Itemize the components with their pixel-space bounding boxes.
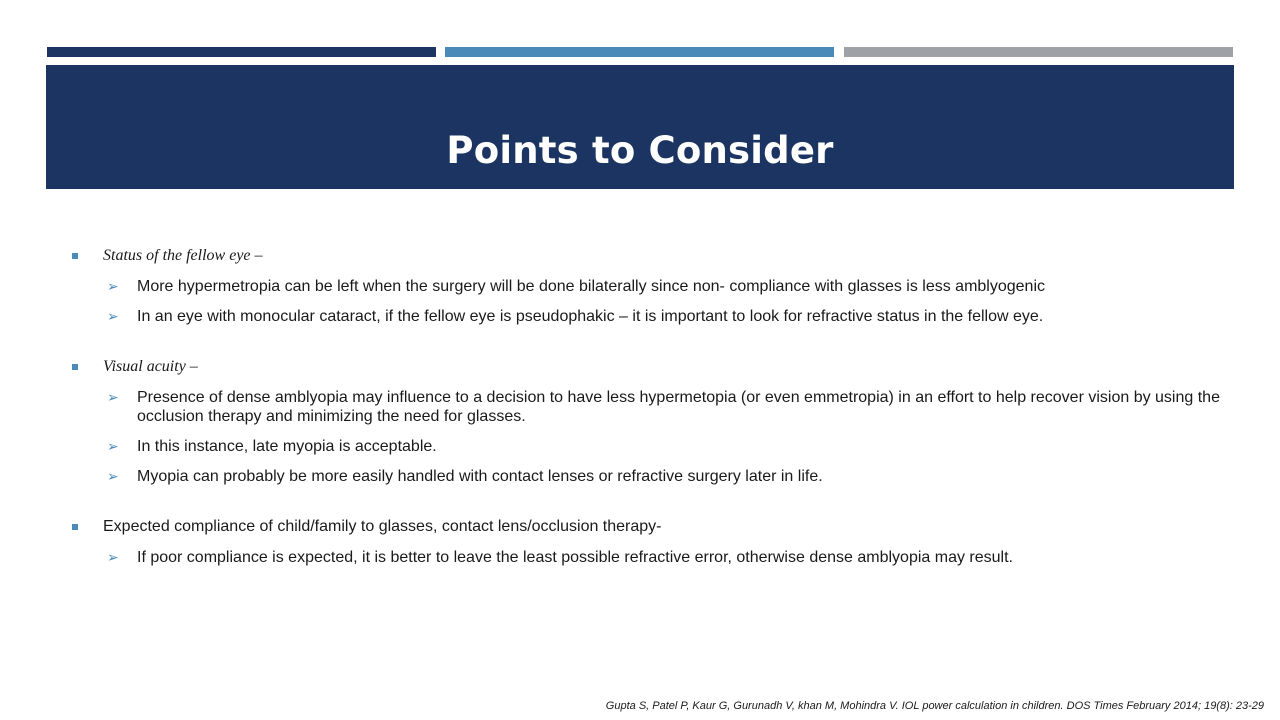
- point-text: In this instance, late myopia is acceptable.: [137, 438, 437, 455]
- square-bullet-icon: [72, 253, 78, 259]
- list-item: [70, 357, 1220, 376]
- point-text: Presence of dense amblyopia may influence to a decision to have less hypermetopia (or even emmetropia) in an effort to help recover vision by using the occlusion therapy and minimizing the need for glasses.: [137, 389, 1220, 425]
- section-heading: Status of the fellow eye –: [103, 247, 263, 264]
- square-bullet-icon: [72, 524, 78, 530]
- section-compliance: [70, 517, 1220, 567]
- arrow-bullet-icon: ➢: [107, 468, 119, 484]
- citation: Gupta S, Patel P, Kaur G, Gurunadh V, khan M, Mohindra V. IOL power calculation in children. DOS Times February 2014; 19(8): 23-29: [605, 700, 1264, 712]
- arrow-bullet-icon: ➢: [107, 389, 119, 405]
- point-text: Myopia can probably be more easily handled with contact lenses or refractive surgery later in life.: [137, 468, 823, 485]
- section-heading: Visual acuity –: [103, 358, 198, 375]
- section-heading: Expected compliance of child/family to glasses, contact lens/occlusion therapy-: [103, 518, 662, 535]
- arrow-bullet-icon: ➢: [107, 549, 119, 565]
- arrow-bullet-icon: ➢: [107, 438, 119, 454]
- list-item: [70, 517, 1220, 536]
- slide-title: Points to Consider: [446, 129, 834, 172]
- accent-stripe-blue: [445, 47, 834, 57]
- point-text: If poor compliance is expected, it is better to leave the least possible refractive error, otherwise dense amblyopia may result.: [137, 549, 1013, 566]
- list-item: [70, 388, 1220, 426]
- square-bullet-icon: [72, 364, 78, 370]
- arrow-bullet-icon: ➢: [107, 308, 119, 324]
- slide-body: [70, 246, 1220, 598]
- list-item: [70, 277, 1220, 296]
- point-text: In an eye with monocular cataract, if the fellow eye is pseudophakic – it is important to look for refractive status in the fellow eye.: [137, 308, 1044, 325]
- list-item: [70, 246, 1220, 265]
- section-visual-acuity: [70, 357, 1220, 486]
- list-item: [70, 467, 1220, 486]
- list-item: [70, 548, 1220, 567]
- list-item: [70, 437, 1220, 456]
- arrow-bullet-icon: ➢: [107, 278, 119, 294]
- list-item: [70, 307, 1220, 326]
- accent-stripe-navy: [47, 47, 436, 57]
- accent-stripe-gray: [844, 47, 1233, 57]
- section-fellow-eye: [70, 246, 1220, 326]
- point-text: More hypermetropia can be left when the surgery will be done bilaterally since non- compliance with glasses is less amblyogenic: [137, 278, 1046, 295]
